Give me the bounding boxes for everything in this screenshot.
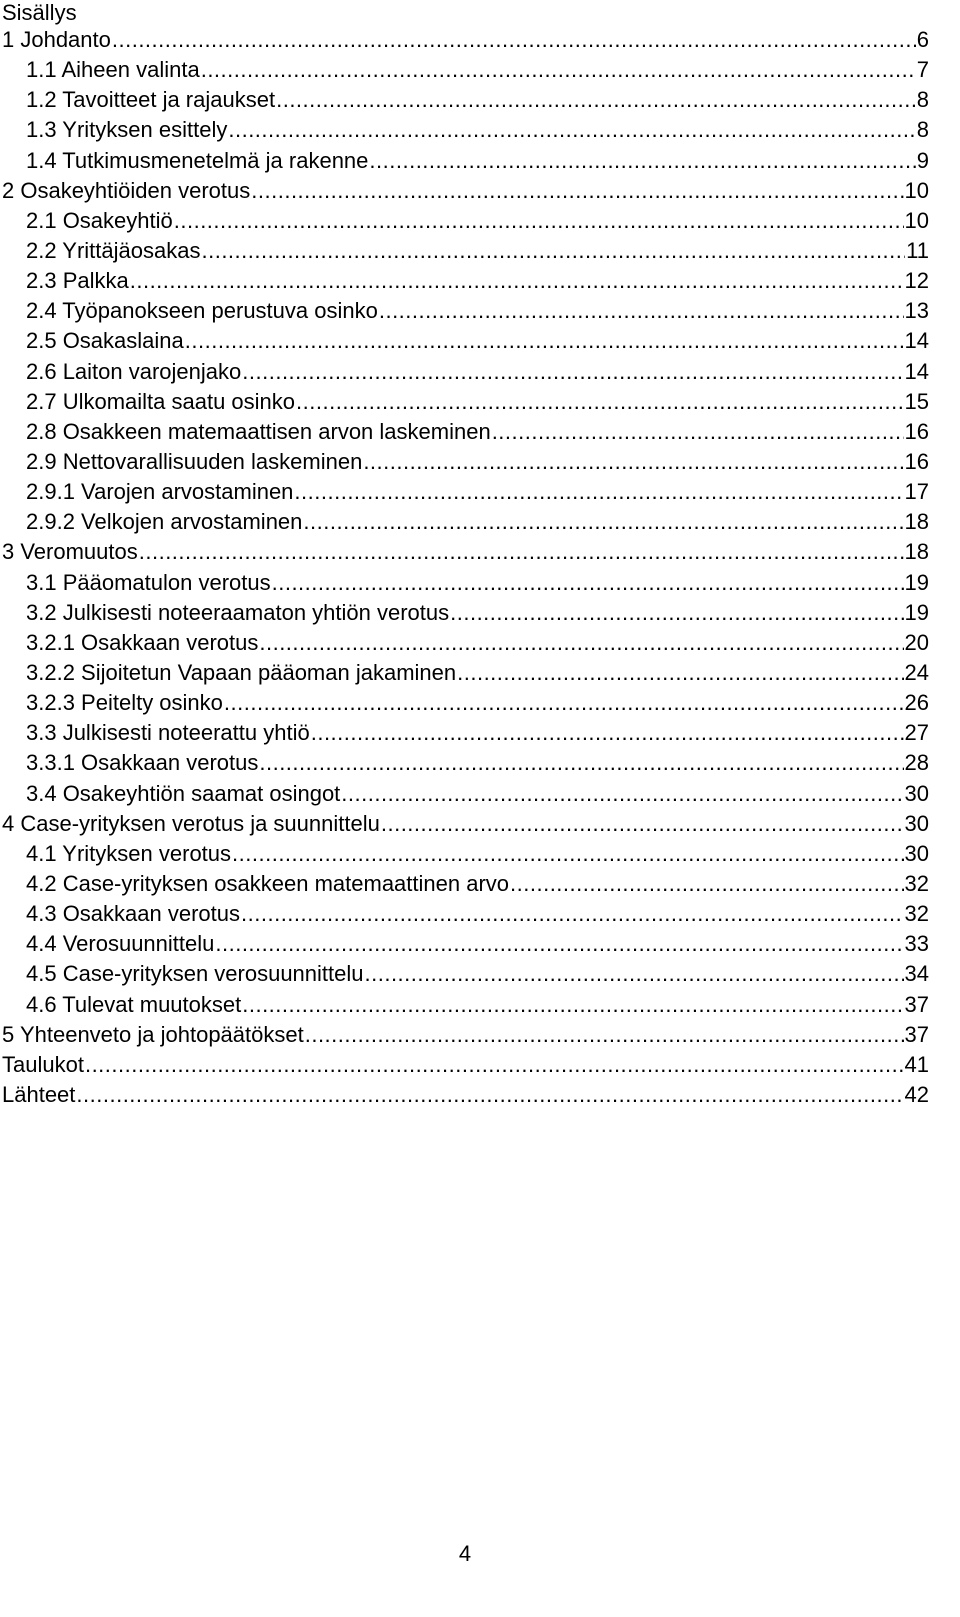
dot-leader [228,115,915,145]
toc-entry[interactable] [2,477,929,507]
toc-entry-title: 3.1 Pääomatulon verotus [26,569,271,595]
toc-entry[interactable] [2,25,929,55]
toc-entry[interactable] [2,447,929,477]
toc-entry-title: 3.2.1 Osakkaan verotus [26,629,259,655]
toc-entry-title: 3.3.1 Osakkaan verotus [26,750,259,776]
toc-entry-title: 1.3 Yrityksen esittely [26,117,228,143]
dot-leader [174,206,904,236]
toc-entry-title: Taulukot [2,1051,84,1077]
dot-leader [232,839,903,869]
dot-leader [363,447,903,477]
toc-entry[interactable] [2,990,929,1020]
toc-entry[interactable] [2,417,929,447]
toc-entry-page-number: 16 [904,448,929,474]
toc-entry-title: 4.2 Case-yrityksen osakkeen matemaattinen arvo [26,870,510,896]
toc-entry[interactable] [2,718,929,748]
toc-entry[interactable] [2,568,929,598]
dot-leader [510,869,904,899]
toc-entry-page-number: 6 [916,27,929,52]
toc-entry[interactable] [2,809,929,839]
toc-entry-page-number: 20 [904,629,929,655]
toc-entry-page-number: 41 [904,1051,929,1077]
toc-entry-page-number: 10 [904,207,929,233]
toc-entry-page-number: 27 [904,720,929,746]
toc-entry[interactable] [2,1020,929,1050]
toc-entry-title: 1.1 Aiheen valinta [26,57,200,83]
toc-entry-title: 4.5 Case-yrityksen verosuunnittelu [26,961,364,987]
toc-entry[interactable] [2,357,929,387]
dot-leader [379,296,904,326]
toc-entry[interactable] [2,236,929,266]
toc-entry[interactable] [2,387,929,417]
toc-entry-page-number: 13 [904,298,929,324]
toc-entry[interactable] [2,959,929,989]
toc-entry-page-number: 15 [904,388,929,414]
toc-entry-title: 2.2 Yrittäjäosakas [26,237,201,263]
toc-entry-page-number: 14 [904,358,929,384]
toc-entry-page-number: 28 [904,750,929,776]
dot-leader [381,809,904,839]
toc-entry-title: 4.3 Osakkaan verotus [26,901,241,927]
dot-leader [294,477,903,507]
dot-leader [341,779,903,809]
dot-leader [241,899,904,929]
toc-entry-page-number: 30 [904,780,929,806]
toc-entry-page-number: 8 [916,87,929,113]
toc-entry[interactable] [2,206,929,236]
dot-leader [259,628,903,658]
toc-entry[interactable] [2,869,929,899]
toc-entry[interactable] [2,176,929,206]
toc-entry-title: 4.6 Tulevat muutokset [26,991,242,1017]
toc-entry-page-number: 11 [906,237,929,263]
toc-entry-title: 2.6 Laiton varojenjako [26,358,242,384]
toc-entry-page-number: 24 [904,659,929,685]
toc-entry-title: 1.4 Tutkimusmenetelmä ja rakenne [26,147,369,173]
toc-entry-page-number: 34 [904,961,929,987]
dot-leader [259,748,903,778]
toc-entry[interactable] [2,1050,929,1080]
table-of-contents [2,0,929,1110]
toc-entry-title: 2.8 Osakkeen matemaattisen arvon laskeminen [26,418,491,444]
dot-leader [457,658,903,688]
toc-entry-title: 3.2 Julkisesti noteeraamaton yhtiön verotus [26,599,450,625]
toc-entry-page-number: 32 [904,870,929,896]
toc-entry-title: 2.3 Palkka [26,268,129,294]
dot-leader [303,507,903,537]
dot-leader [296,387,903,417]
dot-leader [224,688,904,718]
toc-entry[interactable] [2,839,929,869]
dot-leader [272,568,904,598]
toc-entry[interactable] [2,1080,929,1110]
toc-entry[interactable] [2,115,929,145]
toc-entry[interactable] [2,899,929,929]
toc-entry[interactable] [2,748,929,778]
toc-entry-title: 4 Case-yrityksen verotus ja suunnittelu [2,810,380,836]
dot-leader [365,959,904,989]
dot-leader [139,537,904,567]
toc-entry-page-number: 42 [904,1081,929,1107]
toc-entry-title: 3 Veromuutos [2,539,138,565]
toc-entry-page-number: 14 [904,328,929,354]
toc-entry-title: Lähteet [2,1081,76,1107]
toc-entry-page-number: 26 [904,690,929,716]
dot-leader [276,85,916,115]
toc-entry-page-number: 10 [904,177,929,203]
dot-leader [130,266,904,296]
toc-entry-page-number: 19 [904,599,929,625]
toc-entry[interactable] [2,507,929,537]
dot-leader [492,417,904,447]
toc-entry-list [2,25,929,1110]
toc-entry-page-number: 30 [904,810,929,836]
toc-entry-title: 5 Yhteenveto ja johtopäätökset [2,1021,304,1047]
toc-entry[interactable] [2,85,929,115]
dot-leader [242,357,903,387]
dot-leader [112,25,916,55]
toc-entry[interactable] [2,537,929,567]
toc-entry-page-number: 18 [904,509,929,535]
toc-entry-title: 1.2 Tavoitteet ja rajaukset [26,87,276,113]
toc-entry[interactable] [2,688,929,718]
toc-entry-page-number: 37 [904,991,929,1017]
toc-entry-page-number: 7 [916,57,929,83]
toc-entry[interactable] [2,779,929,809]
toc-entry-title: 2.9.2 Velkojen arvostaminen [26,509,303,535]
toc-entry-title: 2.5 Osakaslaina [26,328,184,354]
toc-entry[interactable] [2,266,929,296]
dot-leader [311,718,904,748]
toc-entry[interactable] [2,929,929,959]
toc-entry-title: 3.2.3 Peitelty osinko [26,690,223,716]
dot-leader [369,146,915,176]
dot-leader [201,55,916,85]
toc-entry-page-number: 16 [904,418,929,444]
dot-leader [85,1050,904,1080]
toc-entry-page-number: 18 [904,539,929,565]
toc-entry[interactable] [2,628,929,658]
toc-entry-title: 1 Johdanto [2,27,111,52]
toc-entry-page-number: 17 [904,479,929,505]
toc-entry-title: 3.4 Osakeyhtiön saamat osingot [26,780,341,806]
toc-entry-title: 2.4 Työpanokseen perustuva osinko [26,298,378,324]
dot-leader [450,598,903,628]
toc-entry-title: 4.4 Verosuunnittelu [26,931,215,957]
toc-entry-title: 2.9 Nettovarallisuuden laskeminen [26,448,363,474]
toc-entry[interactable] [2,658,929,688]
toc-entry-page-number: 30 [904,840,929,866]
dot-leader [215,929,903,959]
toc-entry[interactable] [2,296,929,326]
toc-entry-page-number: 8 [916,117,929,143]
dot-leader [251,176,903,206]
toc-entry[interactable] [2,55,929,85]
toc-entry-page-number: 37 [904,1021,929,1047]
toc-entry-title: 4.1 Yrityksen verotus [26,840,232,866]
toc-entry-title: 3.2.2 Sijoitetun Vapaan pääoman jakaminen [26,659,457,685]
dot-leader [242,990,903,1020]
toc-entry-page-number: 33 [904,931,929,957]
toc-title: Sisällys [2,0,77,25]
dot-leader [201,236,905,266]
toc-entry-page-number: 32 [904,901,929,927]
toc-entry-title: 2.1 Osakeyhtiö [26,207,173,233]
toc-entry-page-number: 19 [904,569,929,595]
toc-entry-title: 2 Osakeyhtiöiden verotus [2,177,251,203]
toc-entry[interactable] [2,598,929,628]
toc-entry-page-number: 12 [904,268,929,294]
toc-entry-title: 2.7 Ulkomailta saatu osinko [26,388,296,414]
dot-leader [185,326,904,356]
toc-entry[interactable] [2,326,929,356]
toc-entry-title: 3.3 Julkisesti noteerattu yhtiö [26,720,310,746]
toc-entry-page-number: 9 [916,147,929,173]
dot-leader [76,1080,903,1110]
page-number: 4 [458,1541,472,1566]
toc-entry[interactable] [2,146,929,176]
dot-leader [305,1020,904,1050]
toc-entry-title: 2.9.1 Varojen arvostaminen [26,479,294,505]
